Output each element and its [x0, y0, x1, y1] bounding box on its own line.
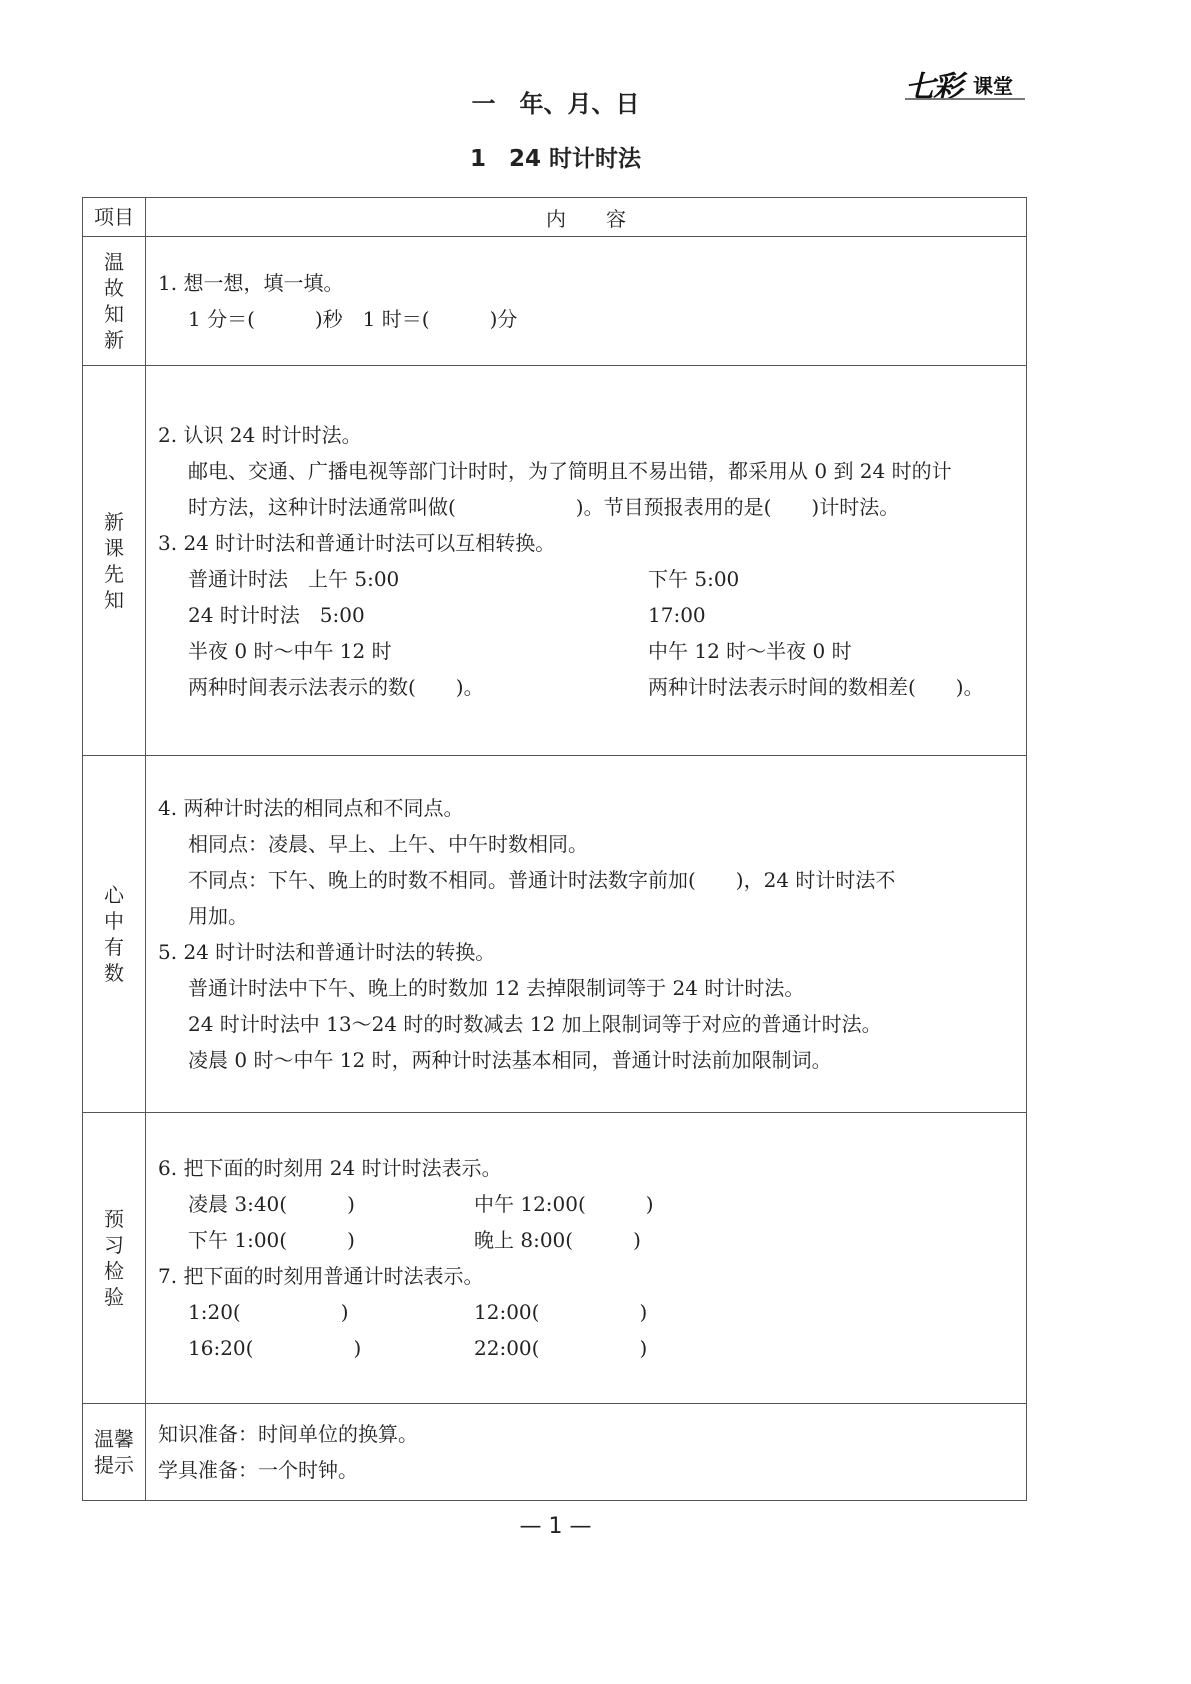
row-content-understand — [146, 756, 1027, 1113]
tip-tools: 学具准备：一个时钟。 — [158, 1458, 358, 1482]
table-row-understand — [83, 756, 1027, 1113]
answer-blank[interactable]: 中午 12:00( ) — [474, 1192, 654, 1216]
logo-sub-text: 课堂 — [973, 74, 1013, 98]
question-2: 2. 认识 24 时计时法。 — [158, 422, 362, 447]
question-5-rule-b: 24 时计时法中 13～24 时的时数减去 12 加上限制词等于对应的普通计时法。 — [188, 1012, 882, 1036]
question-4: 4. 两种计时法的相同点和不同点。 — [158, 796, 464, 820]
logo-main-text: 七彩 — [905, 70, 961, 105]
compare-left: 半夜 0 时～中午 12 时 — [188, 638, 392, 663]
answer-row — [158, 1330, 1014, 1366]
row-label-preview — [83, 366, 146, 756]
compare-right: 中午 12 时～半夜 0 时 — [648, 638, 852, 663]
row-label-text: 新课先知 — [104, 509, 124, 612]
answer-blank[interactable]: 12:00( ) — [474, 1300, 648, 1324]
question-2-text-a: 邮电、交通、广播电视等部门计时时，为了简明且不易出错，都采用从 0 到 24 时的计 — [188, 458, 952, 483]
compare-row — [158, 561, 1014, 597]
table-row-tips — [83, 1404, 1027, 1501]
compare-left: 两种时间表示法表示的数( )。 — [188, 674, 484, 699]
row-label-text: 温馨提示 — [94, 1427, 134, 1477]
row-content-check — [146, 1113, 1027, 1404]
row-label-understand — [83, 756, 146, 1113]
question-1-blanks: 1 分＝( )秒 1 时＝( )分 — [188, 307, 518, 331]
question-5-rule-a: 普通计时法中下午、晚上的时数加 12 去掉限制词等于 24 时计时法。 — [188, 976, 805, 1000]
row-label-tips — [83, 1404, 146, 1501]
compare-right: 两种计时法表示时间的数相差( )。 — [648, 674, 984, 699]
row-label-text: 温故知新 — [104, 250, 124, 352]
page-number: — 1 — — [519, 1514, 592, 1539]
chapter-title: 一 年、月、日 — [471, 90, 640, 118]
compare-right: 下午 5:00 — [648, 566, 740, 591]
question-5: 5. 24 时计时法和普通计时法的转换。 — [158, 940, 496, 964]
row-label-check — [83, 1113, 146, 1404]
lesson-table — [82, 197, 1027, 1501]
compare-right: 17:00 — [648, 602, 706, 627]
question-7: 7. 把下面的时刻用普通计时法表示。 — [158, 1264, 484, 1288]
compare-left: 普通计时法 上午 5:00 — [188, 566, 400, 591]
section-title: 1 24 时计时法 — [469, 146, 642, 172]
tip-knowledge: 知识准备：时间单位的换算。 — [158, 1422, 418, 1446]
compare-left: 24 时计时法 5:00 — [188, 602, 365, 627]
question-3: 3. 24 时计时法和普通计时法可以互相转换。 — [158, 530, 556, 555]
question-5-rule-c: 凌晨 0 时～中午 12 时，两种计时法基本相同，普通计时法前加限制词。 — [188, 1048, 832, 1072]
row-label-text: 心中有数 — [104, 883, 124, 985]
row-label-text: 预习检验 — [104, 1207, 124, 1309]
table-row-preview — [83, 366, 1027, 756]
answer-blank[interactable]: 16:20( ) — [188, 1336, 362, 1360]
question-4-same: 相同点：凌晨、早上、上午、中午时数相同。 — [188, 832, 588, 856]
row-content-tips — [146, 1404, 1027, 1501]
row-label-review — [83, 237, 146, 366]
answer-row — [158, 1186, 1014, 1222]
compare-row — [158, 633, 1014, 669]
answer-blank[interactable]: 22:00( ) — [474, 1336, 648, 1360]
compare-row — [158, 597, 1014, 633]
row-content-review — [146, 237, 1027, 366]
table-row-check — [83, 1113, 1027, 1404]
table-header-row — [83, 198, 1027, 237]
question-4-diff: 不同点：下午、晚上的时数不相同。普通计时法数字前加( )，24 时计时法不 — [188, 868, 896, 892]
question-6: 6. 把下面的时刻用 24 时计时法表示。 — [158, 1156, 502, 1180]
table-row-review — [83, 237, 1027, 366]
answer-blank[interactable]: 1:20( ) — [188, 1300, 349, 1324]
answer-row — [158, 1222, 1014, 1258]
question-2-text-b: 时方法，这种计时法通常叫做( )。节目预报表用的是( )计时法。 — [188, 494, 900, 519]
compare-row — [158, 669, 1014, 705]
row-content-preview — [146, 366, 1027, 756]
answer-blank[interactable]: 下午 1:00( ) — [188, 1228, 355, 1252]
answer-row — [158, 1294, 1014, 1330]
header-item: 项目 — [83, 198, 146, 237]
answer-blank[interactable]: 晚上 8:00( ) — [474, 1228, 641, 1252]
question-1: 1. 想一想，填一填。 — [158, 271, 344, 295]
question-4-diff-cont: 用加。 — [188, 904, 248, 928]
answer-blank[interactable]: 凌晨 3:40( ) — [188, 1192, 355, 1216]
header-content: 内 容 — [146, 198, 1027, 237]
